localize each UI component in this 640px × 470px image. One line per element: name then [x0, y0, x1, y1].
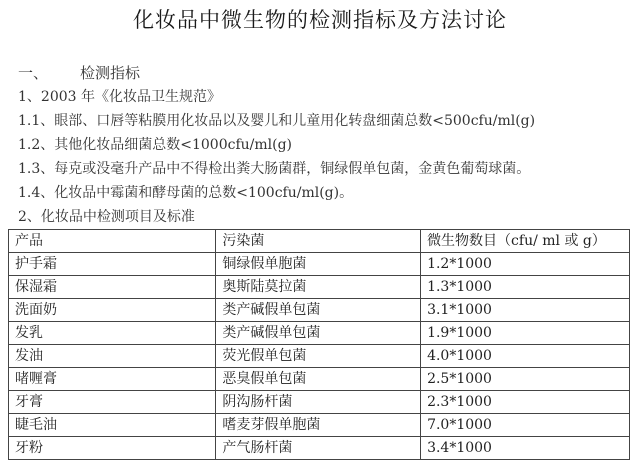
section-number: 一、 — [18, 64, 49, 82]
cell-count: 4.0*1000 — [421, 345, 630, 368]
cell-product: 发乳 — [9, 322, 216, 345]
text-line-1-3: 1.3、每克或没毫升产品中不得检出粪大肠菌群，铜绿假单包菌，金黄色葡萄球菌。 — [18, 161, 531, 177]
cell-product: 洗面奶 — [9, 299, 216, 322]
text-line-2: 2、化妆品中检测项目及标准 — [18, 209, 195, 225]
header-count: 微生物数目（cfu/ ml 或 g） — [421, 230, 630, 253]
text-line-regulation: 1、2003 年《化妆品卫生规范》 — [18, 89, 221, 105]
text-line-1-2: 1.2、其他化妆品细菌总数<1000cfu/ml(g) — [18, 137, 293, 153]
cell-product: 啫喱膏 — [9, 368, 216, 391]
cell-contaminant: 荧光假单包菌 — [216, 345, 421, 368]
cell-product: 发油 — [9, 345, 216, 368]
table-row — [9, 345, 630, 368]
header-product: 产品 — [9, 230, 216, 253]
cell-contaminant: 铜绿假单胞菌 — [216, 253, 421, 276]
standards-table — [8, 229, 630, 460]
table-row — [9, 391, 630, 414]
cell-count: 1.2*1000 — [421, 253, 630, 276]
cell-product: 牙膏 — [9, 391, 216, 414]
cell-count: 3.4*1000 — [421, 437, 630, 460]
cell-product: 牙粉 — [9, 437, 216, 460]
table-row — [9, 299, 630, 322]
cell-product: 保湿霜 — [9, 276, 216, 299]
section-heading — [18, 62, 140, 83]
cell-count: 3.1*1000 — [421, 299, 630, 322]
header-contaminant: 污染菌 — [216, 230, 421, 253]
table-row — [9, 322, 630, 345]
cell-count: 7.0*1000 — [421, 414, 630, 437]
text-line-1-1: 1.1、眼部、口唇等粘膜用化妆品以及婴儿和儿童用化转盘细菌总数<500cfu/ml(g) — [18, 113, 536, 129]
document-title: 化妆品中微生物的检测指标及方法讨论 — [133, 8, 507, 32]
cell-contaminant: 产气肠杆菌 — [216, 437, 421, 460]
cell-count: 2.3*1000 — [421, 391, 630, 414]
cell-contaminant: 类产碱假单包菌 — [216, 322, 421, 345]
table-header-row — [9, 230, 630, 253]
cell-contaminant: 类产碱假单包菌 — [216, 299, 421, 322]
table-row — [9, 437, 630, 460]
table-row — [9, 368, 630, 391]
text-line-1-4: 1.4、化妆品中霉菌和酵母菌的总数<100cfu/ml(g)。 — [18, 185, 354, 201]
cell-count: 2.5*1000 — [421, 368, 630, 391]
table-row — [9, 253, 630, 276]
cell-contaminant: 恶臭假单包菌 — [216, 368, 421, 391]
cell-contaminant: 奥斯陆莫拉菌 — [216, 276, 421, 299]
cell-product: 睫毛油 — [9, 414, 216, 437]
cell-count: 1.9*1000 — [421, 322, 630, 345]
cell-count: 1.3*1000 — [421, 276, 630, 299]
cell-contaminant: 嗜麦芽假单胞菌 — [216, 414, 421, 437]
cell-product: 护手霜 — [9, 253, 216, 276]
cell-contaminant: 阴沟肠杆菌 — [216, 391, 421, 414]
table-row — [9, 414, 630, 437]
section-label: 检测指标 — [80, 64, 141, 82]
table-row — [9, 276, 630, 299]
